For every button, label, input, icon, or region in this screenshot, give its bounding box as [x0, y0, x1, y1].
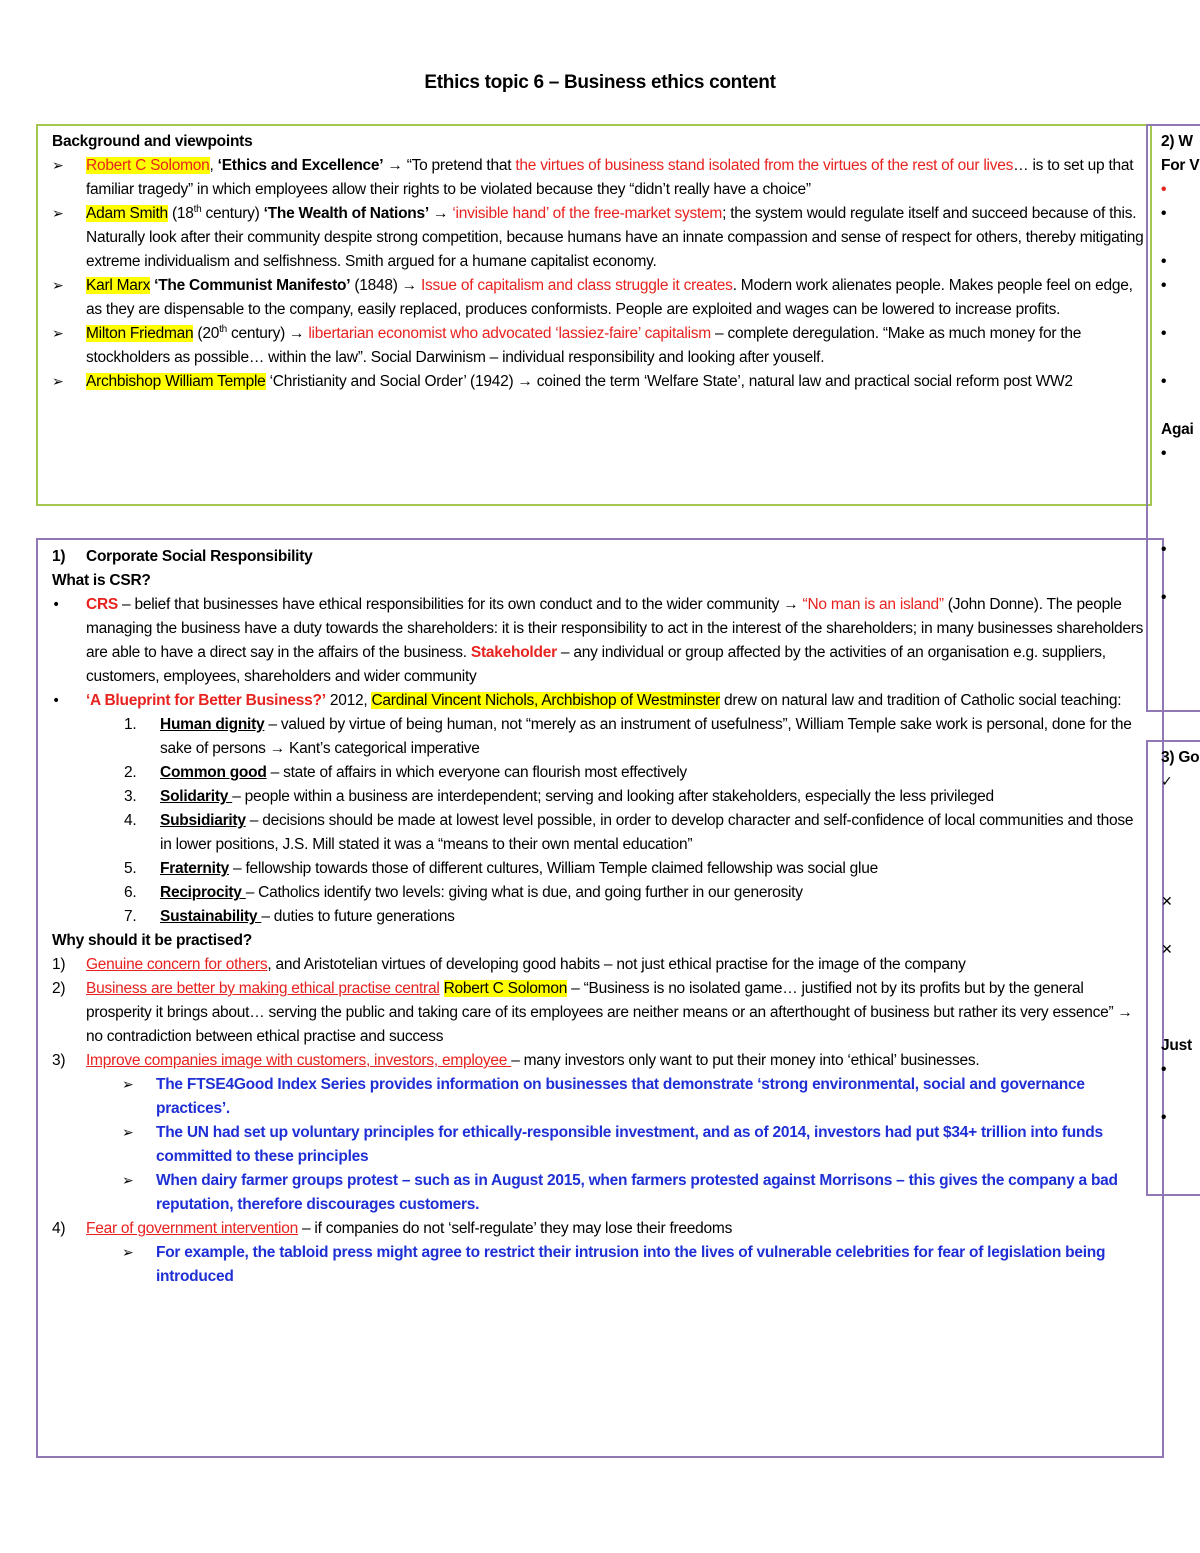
list-item: 3) Improve companies image with customers, investors, employee – many investors only want to put their money into ‘ethical’ businesses.	[52, 1052, 980, 1069]
page-title: Ethics topic 6 – Business ethics content	[424, 72, 776, 93]
section-heading: 1) Corporate Social Responsibility	[52, 548, 313, 565]
subheading: Why should it be practised?	[52, 932, 252, 949]
list-item: 4) Fear of government intervention – if companies do not ‘self-regulate’ they may lose their freedoms	[52, 1220, 733, 1237]
arrow-bullet-icon: ➢	[52, 206, 64, 222]
list-item: ➢ Adam Smith (18th century) ‘The Wealth of Nations’ → ‘invisible hand’ of the free-market system; the system would regulate itself and succeed because of this. Naturally look after their community despite strong competition, because humans have an innate compassion and sense of respect for others, thereby mitigating extreme individualism and selfishness. Smith argued for a humane capitalist economy.	[52, 203, 1144, 270]
section-heading: Background and viewpoints	[52, 133, 253, 150]
list-item: ➢ The FTSE4Good Index Series provides information on businesses that demonstrate ‘strong environmental, social and governance practices’.	[52, 1073, 1146, 1121]
arrow-bullet-icon: ➢	[52, 278, 64, 294]
cross-icon: ✕	[1161, 894, 1173, 910]
right-column-bottom-text: 3) Go ✓ ✕ ✕ Just • •	[1161, 746, 1200, 1130]
list-item: ➢ Robert C Solomon, ‘Ethics and Excellence’ → “To pretend that the virtues of business stand isolated from the virtues of the rest of our lives… is to set up that familiar tragedy” in which employees allow their rights to be violated because they “didn’t really have a choice”	[52, 154, 1144, 202]
arrow-bullet-icon: ➢	[122, 1077, 134, 1093]
list-item: ➢ Karl Marx ‘The Communist Manifesto’ (1848) → Issue of capitalism and class struggle it creates. Modern work alienates people. Makes people feel on edge, as they are dispensable to the company, easily replaced, produces conformists. People are exploited and wages can be lowered to increase profits.	[52, 274, 1144, 322]
bullet-icon: •	[52, 693, 61, 709]
cross-icon: ✕	[1161, 942, 1173, 958]
arrow-bullet-icon: ➢	[52, 374, 64, 390]
list-item: 1) Genuine concern for others, and Aristotelian virtues of developing good habits – not just ethical practise for the image of the company	[52, 956, 966, 973]
subheading: What is CSR?	[52, 572, 151, 589]
list-item: 2) Business are better by making ethical practise central Robert C Solomon – “Business is no isolated game… justified not by its profits but by the general prosperity it brings about… serving the public and taking care of its employees are neither means or an afterthought of business but rather its very essence” → no contradiction between ethical practise and success	[52, 980, 1133, 1045]
background-viewpoints	[52, 130, 1144, 394]
list-item: 1. Human dignity – valued by virtue of being human, not “merely as an instrument of usefulness”, William Temple sake work is personal, done for the sake of persons → Kant’s categorical imperative	[124, 716, 1132, 757]
csr-section	[52, 545, 1146, 1289]
arrow-bullet-icon: ➢	[122, 1245, 134, 1261]
arrow-bullet-icon: ➢	[122, 1125, 134, 1141]
list-item: 7. Sustainability – duties to future generations	[124, 908, 455, 925]
arrow-bullet-icon: ➢	[52, 158, 64, 174]
list-item: • ‘A Blueprint for Better Business?’ 2012, Cardinal Vincent Nichols, Archbishop of Westminster drew on natural law and tradition of Catholic social teaching:	[52, 689, 1146, 713]
list-item: ➢ When dairy farmer groups protest – such as in August 2015, when farmers protested against Morrisons – this gives the company a bad reputation, therefore discourages customers.	[52, 1169, 1146, 1217]
list-item: 2. Common good – state of affairs in which everyone can flourish most effectively	[124, 764, 687, 781]
list-item: 4. Subsidiarity – decisions should be made at lowest level possible, in order to develop character and self-confidence of local communities and those in lower positions, J.S. Mill stated it was a “means to their own mental education”	[124, 812, 1134, 853]
list-item: ➢ Milton Friedman (20th century) → libertarian economist who advocated ‘lassiez-faire’ capitalism – complete deregulation. “Make as much money for the stockholders as possible… within the law”. Social Darwinism – individual responsibility and looking after youself.	[52, 323, 1082, 366]
bullet-icon: •	[52, 597, 61, 613]
check-icon: ✓	[1161, 774, 1173, 790]
list-item: 3. Solidarity – people within a business are interdependent; serving and looking after stakeholders, especially the less privileged	[124, 788, 994, 805]
list-item: ➢ The UN had set up voluntary principles for ethically-responsible investment, and as of 2014, investors had put $34+ trillion into funds committed to these principles	[52, 1121, 1146, 1169]
list-item: 5. Fraternity – fellowship towards those of different cultures, William Temple claimed fellowship was social glue	[124, 860, 878, 877]
arrow-bullet-icon: ➢	[122, 1173, 134, 1189]
list-item: ➢ Archbishop William Temple ‘Christianity and Social Order’ (1942) → coined the term ‘Welfare State’, natural law and practical social reform post WW2	[52, 370, 1144, 394]
list-item: 6. Reciprocity – Catholics identify two levels: giving what is due, and going further in our generosity	[124, 884, 803, 901]
right-column-top-text: 2) W For V • • • • • • Agai • • •	[1161, 133, 1200, 606]
list-item: ➢ For example, the tabloid press might agree to restrict their intrusion into the lives of vulnerable celebrities for fear of legislation being introduced	[52, 1241, 1146, 1289]
arrow-bullet-icon: ➢	[52, 326, 64, 342]
list-item: • CRS – belief that businesses have ethical responsibilities for its own conduct and to the wider community → “No man is an island” (John Donne). The people managing the business have a duty towards the shareholders: it is their responsibility to act in the interest of the shareholders; in many businesses shareholders are able to have a direct say in the affairs of the business. Stakeholder – any individual or group affected by the activities of an organisation e.g. suppliers, customers, employees, shareholders and wider community	[52, 593, 1146, 689]
